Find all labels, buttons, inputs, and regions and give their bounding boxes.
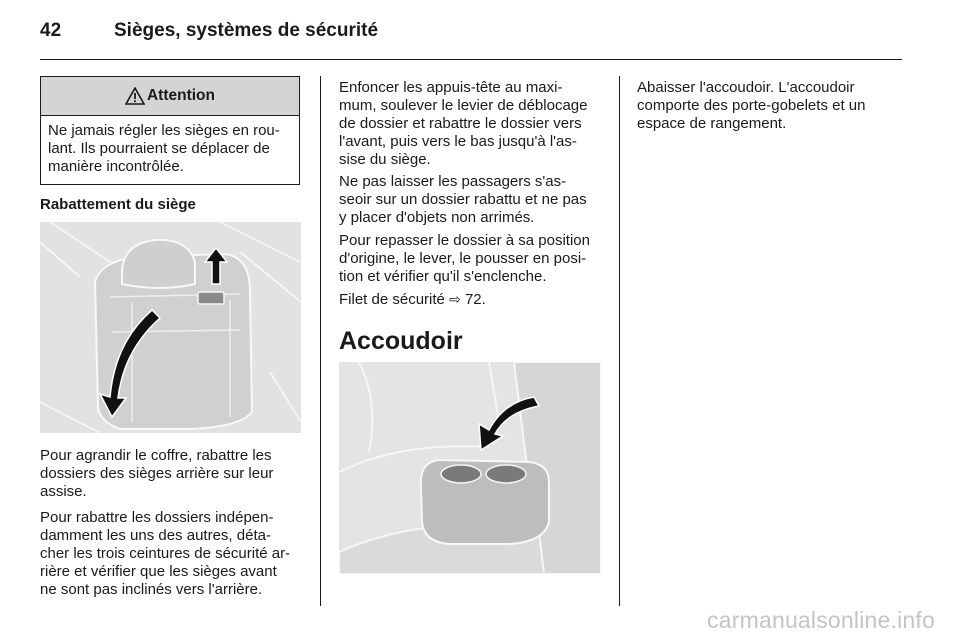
warning-header [41, 77, 299, 116]
reference-text: Filet de sécurité [339, 291, 445, 308]
page-reference-icon: ⇨ [449, 291, 461, 307]
seat-folding-figure [40, 222, 301, 433]
page-number: 42 [40, 20, 62, 41]
site-watermark: carmanualsonline.info [707, 607, 935, 633]
paragraph-no-passengers: Ne pas laisser les passagers s'as- seoir sur un dossier rabattu et ne pas y placer d'objets non arrimés. [339, 173, 587, 226]
warning-box [40, 76, 300, 185]
warning-title: Attention [146, 87, 215, 104]
header-divider [40, 59, 902, 60]
page-title: Sièges, systèmes de sécurité [114, 20, 379, 41]
safety-net-reference [339, 290, 486, 309]
paragraph-enlarge-trunk: Pour agrandir le coffre, rabattre les dossiers des sièges arrière sur leur assise. [40, 447, 274, 500]
reference-page: 72. [464, 291, 486, 308]
column-divider-1 [320, 76, 321, 606]
warning-triangle-icon [125, 87, 145, 105]
column-divider-2 [619, 76, 620, 606]
paragraph-press-headrests: Enfoncer les appuis-tête au maxi- mum, soulever le levier de déblocage de dossier et rabattre le dossier vers l'avant, puis vers le bas jusqu'à l'as- sise du siège. [339, 79, 588, 168]
paragraph-lower-armrest: Abaisser l'accoudoir. L'accoudoir comporte des porte-gobelets et un espace de rangement. [637, 79, 866, 132]
paragraph-fold-independently: Pour rabattre les dossiers indépen- damment les uns des autres, déta- cher les trois ceintures de sécurité ar- rière et vérifier que les sièges avant ne sont pas inclinés vers l'arrière. [40, 509, 291, 598]
fold-seat-heading: Rabattement du siège [40, 196, 196, 213]
warning-text: Ne jamais régler les sièges en rou- lant. Ils pourraient se déplacer de manière incontrôlée. [48, 122, 280, 175]
armrest-heading: Accoudoir [339, 327, 463, 355]
armrest-figure [339, 362, 601, 574]
paragraph-return-seat: Pour repasser le dossier à sa position d'origine, le lever, le pousser en posi- tion et vérifier qu'il s'enclenche. [339, 232, 590, 285]
